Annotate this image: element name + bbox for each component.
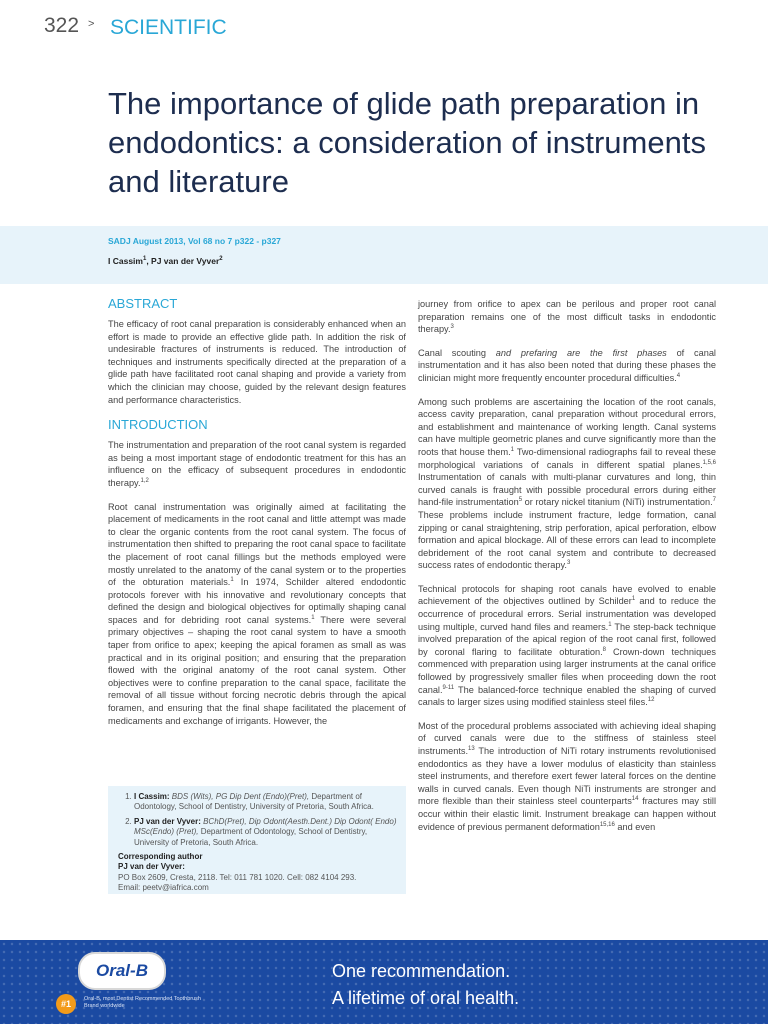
text: or rotary nickel titanium (NiTi) instrumentation. (522, 497, 713, 508)
abstract-heading: ABSTRACT (108, 296, 178, 311)
badge-caption: Oral-B, most Dentist Recommended Toothbrush Brand worldwide (84, 996, 201, 1009)
corresponding-email[interactable]: Email: peetv@iafrica.com (118, 883, 209, 893)
right-column (418, 298, 716, 844)
author-name: PJ van der Vyver (151, 256, 220, 266)
citation-ref: 12 (647, 697, 655, 704)
citation-ref: 1 (631, 596, 636, 603)
author-line (108, 256, 223, 266)
footnote-item (134, 792, 400, 813)
footnote-author: PJ van der Vyver: (134, 816, 201, 826)
citation-ref: 3 (450, 324, 454, 331)
author-affiliation: 2 (219, 256, 223, 263)
text: and to reduce the occurrence of procedural errors. Serial instrumentation was developed using multiple, curved hand files and reamers. (418, 596, 716, 632)
paragraph (418, 298, 716, 336)
footnote-item (134, 817, 400, 848)
text: The introduction of NiTi rotary instruments revolutionised endodontics as they have a lower modulus of elasticity than stainless steel instruments, and therefore exert fewer lateral forces on the dentine walls in curved canals. Even though NiTi instruments are stronger and more flexible than their stainless steel counterparts (418, 746, 716, 807)
citation-ref: 1,2 (140, 477, 149, 484)
citation-ref: 13 (468, 745, 475, 752)
ad-slogan (332, 958, 519, 1012)
paragraph (108, 439, 406, 489)
oral-b-logo: Oral-B (78, 952, 166, 990)
citation-ref: 14 (631, 796, 639, 803)
author-name: I Cassim (108, 256, 143, 266)
page-header (0, 0, 768, 60)
text: In 1974, Schilder altered endodontic protocols forever with his innovative and revolutionary concepts that defined the design and biological objectives for optimally shaping canal spaces and for debriding root canal systems. (108, 577, 407, 625)
text: The balanced-force technique enabled the shaping of curved canals to larger sizes using modified stainless steel files. (418, 684, 716, 708)
footnote-affiliation: Department of Odontology, School of Dentistry, University of Pretoria, South Africa. (134, 792, 374, 812)
article-title: The importance of glide path preparation in endodontics: a consideration of instruments and literature (108, 86, 706, 199)
footnote-author: I Cassim: (134, 792, 170, 801)
citation-ref: 3 (566, 560, 571, 567)
ad-slogan-line: A lifetime of oral health. (332, 988, 520, 1008)
left-column (108, 296, 406, 738)
journal-citation: SADJ August 2013, Vol 68 no 7 p322 - p327 (108, 236, 281, 246)
citation-ref: 1 (311, 614, 315, 621)
author-separator: , (146, 256, 152, 266)
author-affiliation: 1 (142, 256, 147, 263)
text: and even (614, 821, 656, 832)
footnote-credentials: BDS (Wits), PG Dip Dent (Endo)(Pret), (169, 792, 310, 801)
corresponding-author (118, 852, 406, 894)
citation-ref: 8 (602, 646, 606, 653)
corresponding-heading: Corresponding author (118, 852, 203, 862)
text: Instrumentation of canals with multi-planar curvatures and long, thin curved canals is fraught with possible procedural errors during either hand-file instrumentation (418, 472, 716, 508)
paragraph (418, 396, 716, 572)
text: of canal instrumentation and it has also been noted that during these phases the clinician might more frequently encounter procedural difficulties. (418, 347, 716, 383)
text: Crown-down techniques commenced with preparation using larger instruments at the canal orifice followed by progressively smaller files when proceeding down the root canal. (418, 646, 716, 695)
text-italic: and prefaring are the first phases (495, 347, 667, 358)
footnote-credentials: BChD(Pret), Dip Odont(Aesth.Dent.) Dip Odont( Endo) MSc(Endo) (Pret), (134, 816, 397, 837)
footnote-affiliation: Department of Odontology, School of Dentistry, University of Pretoria, South Africa. (134, 827, 368, 847)
text: journey from orifice to apex can be perilous and proper root canal preparation remains one of the most difficult tasks in endodontic therapy. (418, 299, 716, 335)
citation-ref: 15,16 (599, 821, 615, 828)
text: Root canal instrumentation was originally aimed at facilitating the placement of medicaments in the root canal and little attempt was made to clear the organic contents from the root canal system. The focus of instrumentation then shifted to preparing the root canal space to facilitate the placement of root canal fillings but the methods employed were mostly unrelated to the anatomy of the canal system or to the properties of the obturation materials. (108, 501, 406, 588)
number-one-badge-icon: #1 (56, 994, 76, 1014)
citation-ref: 1 (608, 621, 612, 628)
ad-slogan-line: One recommendation. (332, 961, 511, 981)
citation-band (0, 226, 768, 284)
paragraph (418, 720, 716, 833)
text: The step-back technique involved preparation of the apical region of the root canal first, followed by coronal flaring to facilitate obturation. (418, 621, 716, 657)
citation-ref: 5 (518, 497, 523, 504)
text: Canal scouting (418, 347, 496, 358)
citation-ref: 4 (676, 372, 681, 379)
page-number: 322 (44, 14, 80, 37)
text: These problems include instrument fracture, ledge formation, canal zipping or canal straightening, strip perforation, apical perforation, elbow formation and apical blockage. All of these errors can lead to incomplete debridement of the root canal system and contribute to decreased success rates of endodontic therapy. (418, 509, 716, 571)
paragraph (418, 347, 716, 385)
advertisement-banner[interactable] (0, 940, 768, 1024)
text: The instrumentation and preparation of the root canal system is regarded as being a most important stage of endodontic treatment for this has an influence on the efficacy of subsequent procedures in endodontic therapy. (108, 440, 406, 488)
footnote-box (108, 786, 406, 894)
text: There were several primary objectives – shaping the root canal system to have a smooth taper from orifice to apex; keeping the apical foramen as small as was practical and in its original position; and ensuring that the preparation flowed with the original anatomy of the root canal system. Other objectives were to confine preparation to the canal space, facilitate the removal of all tissue without forcing necrotic debris through the apical foramen, and ensuring that the final shape facilitated the placement of medicaments and exchange of irrigants. However, the (108, 614, 406, 726)
chevron-right-icon: > (88, 18, 95, 30)
text: fractures may still occur within their elastic limit. Instrument breakage can happen without evidence of previous permanent deformation (418, 796, 716, 832)
corresponding-address: PO Box 2609, Cresta, 2118. Tel: 011 781 1020. Cell: 082 4104 293. (118, 872, 357, 882)
citation-ref: 1,5,6 (702, 459, 716, 466)
text: Technical protocols for shaping root canals have evolved to enable achievement of the objectives outlined by Schilder (418, 583, 716, 607)
citation-ref: 9-11 (442, 684, 455, 691)
text: Most of the procedural problems associated with achieving ideal shaping of curved canals were due to the stiffness of stainless steel instruments. (418, 720, 716, 756)
corresponding-name: PJ van der Vyver: (118, 862, 185, 872)
paragraph (418, 583, 716, 709)
section-label: SCIENTIFIC (110, 16, 227, 39)
abstract-text: The efficacy of root canal preparation is considerably enhanced when an effort is made to provide an effective glide path. In addition the risk of undesirable fractures of instruments is reduced. The introduction of techniques and instruments specifically directed at the preparation of a glide path have facilitated root canal shaping and provide a variety from which the clinician may choose, guided by the relevant design features and performance characteristics. (108, 319, 406, 405)
text: Two-dimensional radiographs fail to reveal these morphological variations of canals in different spatial planes. (418, 446, 717, 470)
introduction-heading: INTRODUCTION (108, 417, 208, 433)
citation-ref: 1 (510, 446, 515, 453)
citation-ref: 7 (712, 497, 716, 504)
paragraph (108, 501, 406, 728)
text: Among such problems are ascertaining the location of the root canals, access cavity preparation, canal preparation without procedural errors, and establishment and maintenance of working length. Canal systems can have multiple geometric planes and curve significantly more than the roots that house them. (418, 396, 716, 457)
citation-ref: 1 (230, 577, 234, 584)
